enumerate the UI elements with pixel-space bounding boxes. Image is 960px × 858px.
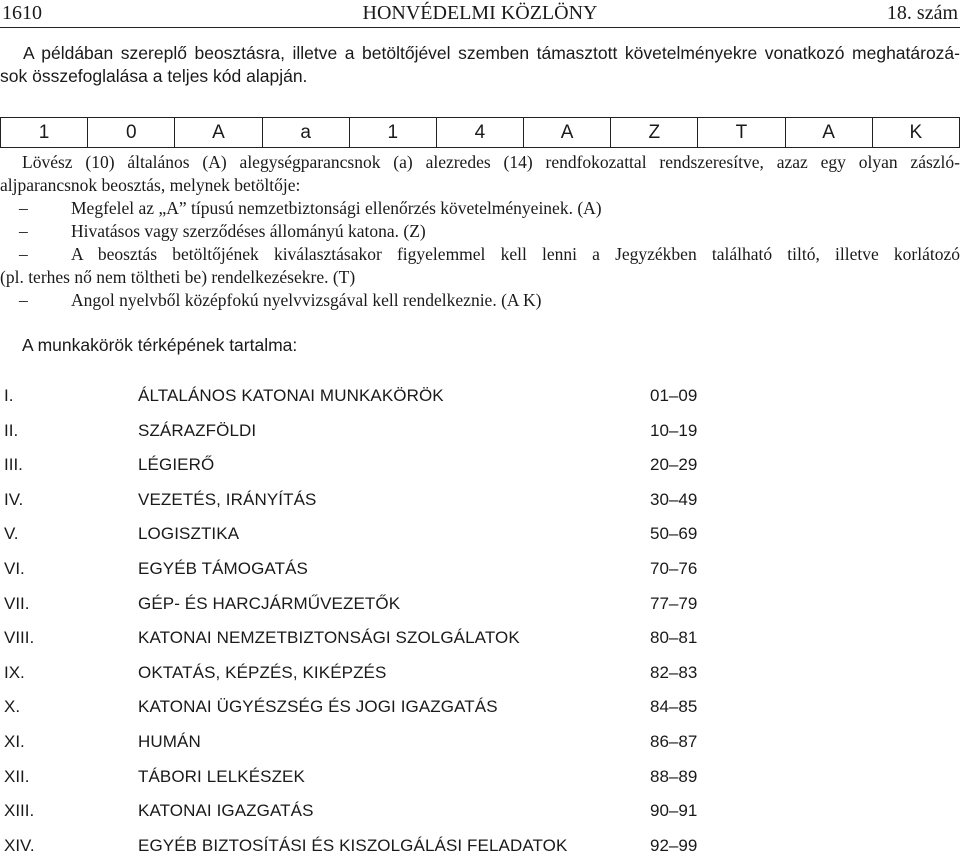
issue-number: 18. szám — [886, 2, 958, 24]
intro-line: A példában szereplő beosztásra, illetve a betöltőjével szemben támasztott követelményekre vonatkozó meghatározá- — [23, 43, 960, 63]
code-cell: 1 — [349, 118, 436, 148]
category-name: TÁBORI LELKÉSZEK — [138, 766, 305, 786]
roman-numeral: VII. — [4, 593, 30, 613]
list-item — [0, 626, 960, 650]
code-cell: A — [524, 118, 611, 148]
category-name: ÁLTALÁNOS KATONAI MUNKAKÖRÖK — [138, 386, 444, 405]
requirement-item — [0, 289, 960, 312]
requirement-text: A beosztás betöltőjének kiválasztásakor figyelemmel kell lenni a Jegyzékben található tiltó, illetve korlátozó — [71, 244, 960, 264]
code-cell: 4 — [436, 118, 523, 148]
code-cell: Z — [611, 118, 698, 148]
requirement-item — [0, 197, 960, 220]
code-description — [0, 151, 960, 312]
dash-bullet: – — [19, 244, 28, 264]
list-item — [0, 488, 960, 512]
category-name: OKTATÁS, KÉPZÉS, KIKÉPZÉS — [138, 662, 387, 682]
category-name: GÉP- ÉS HARCJÁRMŰVEZETŐK — [138, 593, 401, 613]
roman-numeral: VI. — [4, 559, 25, 578]
code-range: 77–79 — [650, 593, 698, 613]
roman-numeral: XII. — [4, 766, 30, 786]
dash-bullet: – — [19, 198, 28, 218]
description-line: aljparancsnok beosztás, melynek betöltője: — [0, 175, 301, 195]
code-range: 50–69 — [650, 524, 698, 544]
code-cell: A — [175, 118, 262, 148]
category-name: EGYÉB TÁMOGATÁS — [138, 559, 308, 578]
code-cell: 0 — [88, 118, 175, 148]
code-cell: K — [872, 118, 959, 148]
code-cell: a — [262, 118, 349, 148]
job-map-heading: A munkakörök térképének tartalma: — [22, 335, 298, 355]
header-rule — [0, 27, 960, 28]
code-range: 84–85 — [650, 697, 698, 717]
requirement-item — [0, 220, 960, 243]
category-name: LÉGIERŐ — [138, 455, 215, 475]
category-name: VEZETÉS, IRÁNYÍTÁS — [138, 489, 317, 509]
code-cell: A — [785, 118, 872, 148]
list-item — [0, 419, 960, 443]
code-row — [1, 118, 960, 148]
description-line: Lövész (10) általános (A) alegységparancsnok (a) alezredes (14) rendfokozattal rendszeresítve, azaz egy olyan zászló- — [22, 152, 960, 172]
roman-numeral: XI. — [4, 732, 25, 751]
page-header — [0, 0, 960, 26]
category-name: LOGISZTIKA — [138, 524, 240, 544]
list-item — [0, 695, 960, 719]
list-item — [0, 384, 960, 408]
roman-numeral: XIII. — [4, 801, 35, 821]
roman-numeral: XIV. — [4, 835, 35, 855]
list-item — [0, 453, 960, 477]
code-range: 86–87 — [650, 732, 698, 751]
requirement-text: Hivatásos vagy szerződéses állományú katona. (Z) — [71, 221, 426, 241]
dash-bullet: – — [19, 221, 28, 241]
roman-numeral: III. — [4, 455, 23, 475]
list-item — [0, 730, 960, 754]
roman-numeral: I. — [4, 386, 14, 405]
roman-numeral: V. — [4, 524, 19, 544]
category-name: KATONAI NEMZETBIZTONSÁGI SZOLGÁLATOK — [138, 628, 520, 648]
list-item — [0, 592, 960, 616]
list-item — [0, 661, 960, 685]
list-item — [0, 557, 960, 581]
intro-paragraph — [0, 42, 960, 88]
dash-bullet: – — [19, 290, 28, 310]
code-range: 90–91 — [650, 801, 698, 821]
list-item — [0, 834, 960, 858]
page-number: 1610 — [2, 2, 42, 24]
requirement-item — [0, 243, 960, 266]
publication-title: HONVÉDELMI KÖZLÖNY — [362, 2, 598, 24]
code-range: 92–99 — [650, 835, 698, 855]
list-item — [0, 799, 960, 823]
category-name: KATONAI ÜGYÉSZSÉG ÉS JOGI IGAZGATÁS — [138, 697, 498, 717]
code-range: 30–49 — [650, 489, 698, 509]
requirement-continuation: (pl. terhes nő nem töltheti be) rendelkezésekre. (T) — [0, 267, 356, 287]
code-range: 88–89 — [650, 766, 698, 786]
list-item — [0, 765, 960, 789]
requirement-text: Megfelel az „A” típusú nemzetbiztonsági ellenőrzés követelményeinek. (A) — [71, 198, 602, 218]
category-name: SZÁRAZFÖLDI — [138, 420, 257, 440]
list-item — [0, 522, 960, 546]
roman-numeral: X. — [4, 697, 21, 717]
code-cell: T — [698, 118, 785, 148]
code-cell: 1 — [1, 118, 88, 148]
category-name: EGYÉB BIZTOSÍTÁSI ÉS KISZOLGÁLÁSI FELADATOK — [138, 835, 568, 855]
roman-numeral: IX. — [4, 662, 25, 682]
code-range: 20–29 — [650, 455, 698, 475]
roman-numeral: II. — [4, 420, 19, 440]
code-range: 10–19 — [650, 420, 698, 440]
category-name: HUMÁN — [138, 732, 201, 751]
category-name: KATONAI IGAZGATÁS — [138, 801, 314, 821]
roman-numeral: IV. — [4, 489, 24, 509]
code-range: 82–83 — [650, 662, 698, 682]
code-range: 70–76 — [650, 559, 698, 578]
code-range: 80–81 — [650, 628, 698, 648]
roman-numeral: VIII. — [4, 628, 35, 648]
code-range: 01–09 — [650, 386, 698, 405]
intro-line: sok összefoglalása a teljes kód alapján. — [0, 66, 308, 86]
code-table — [0, 117, 960, 148]
requirement-text: Angol nyelvből középfokú nyelvvizsgával kell rendelkeznie. (A K) — [71, 290, 542, 310]
